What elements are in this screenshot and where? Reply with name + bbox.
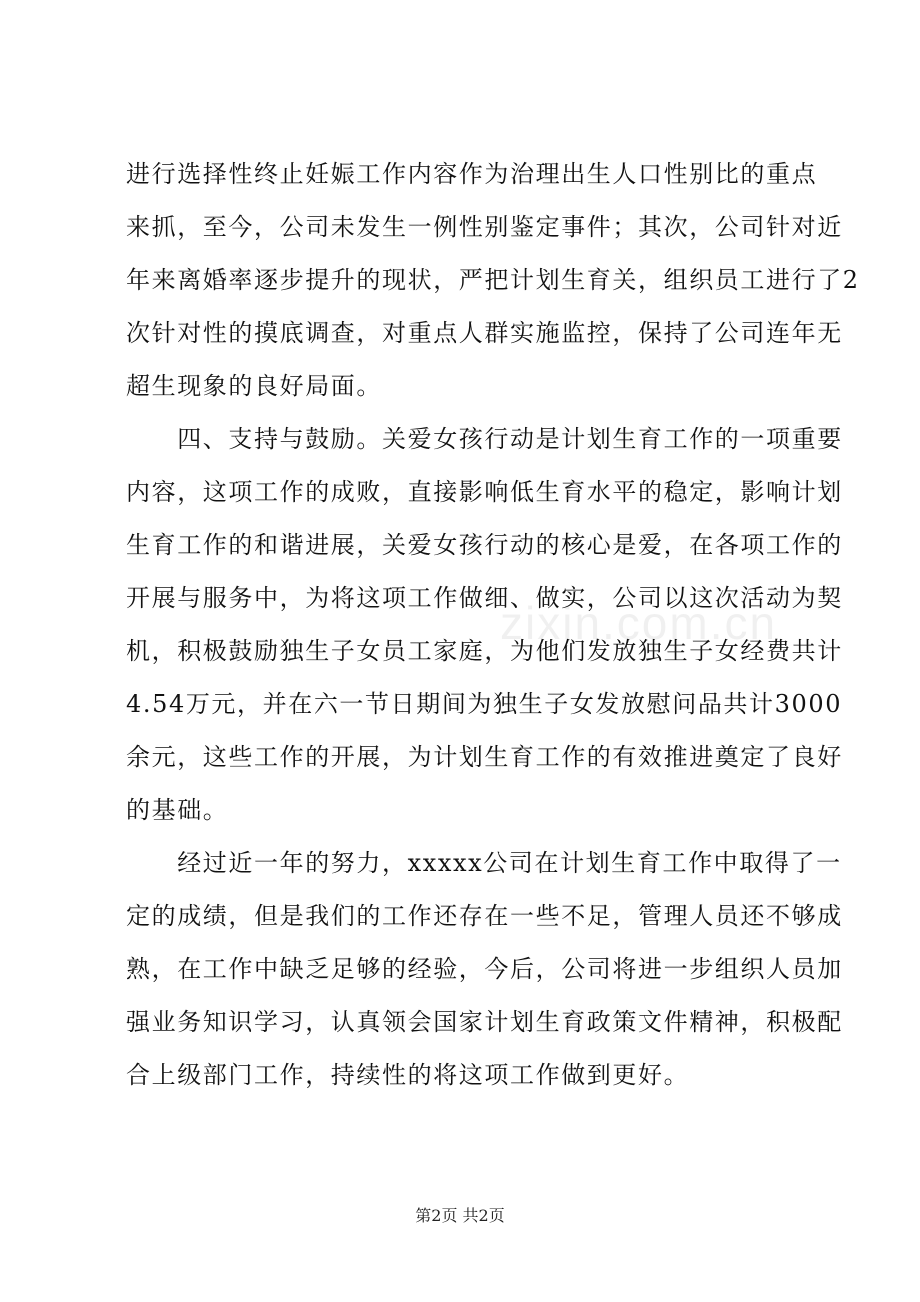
text-line: 次针对性的摸底调查，对重点人群实施监控，保持了公司连年无	[126, 319, 843, 347]
text-line: 合上级部门工作，持续性的将这项工作做到更好。	[126, 1061, 690, 1089]
text-line: 强业务知识学习，认真领会国家计划生育政策文件精神，积极配	[126, 1008, 843, 1036]
text-line: 4.54万元，并在六一节日期间为独生子女发放慰问品共计3000	[126, 690, 843, 718]
text-line: 定的成绩，但是我们的工作还存在一些不足，管理人员还不够成	[126, 902, 843, 930]
page-footer: 第2页 共2页	[415, 1206, 505, 1225]
text-line: 熟，在工作中缺乏足够的经验，今后，公司将进一步组织人员加	[126, 955, 843, 983]
text-line: 来抓，至今，公司未发生一例性别鉴定事件；其次，公司针对近	[126, 213, 843, 241]
text-line: 余元，这些工作的开展，为计划生育工作的有效推进奠定了良好	[126, 743, 843, 771]
watermark: zixin.com.cn	[500, 597, 778, 649]
text-line: 内容，这项工作的成败，直接影响低生育水平的稳定，影响计划	[126, 478, 843, 506]
text-line: 的基础。	[126, 796, 229, 824]
text-line: 超生现象的良好局面。	[126, 372, 382, 400]
text-line: 四、支持与鼓励。关爱女孩行动是计划生育工作的一项重要	[126, 425, 843, 453]
text-line: 进行选择性终止妊娠工作内容作为治理出生人口性别比的重点	[126, 160, 818, 188]
text-line: 生育工作的和谐进展，关爱女孩行动的核心是爱，在各项工作的	[126, 531, 843, 559]
text-line: 经过近一年的努力，xxxxx公司在计划生育工作中取得了一	[126, 849, 842, 877]
text-line: 年来离婚率逐步提升的现状，严把计划生育关，组织员工进行了2	[126, 266, 860, 294]
text-line: 开展与服务中，为将这项工作做细、做实，公司以这次活动为契	[126, 584, 843, 612]
text-line: 机，积极鼓励独生子女员工家庭，为他们发放独生子女经费共计	[126, 637, 843, 665]
